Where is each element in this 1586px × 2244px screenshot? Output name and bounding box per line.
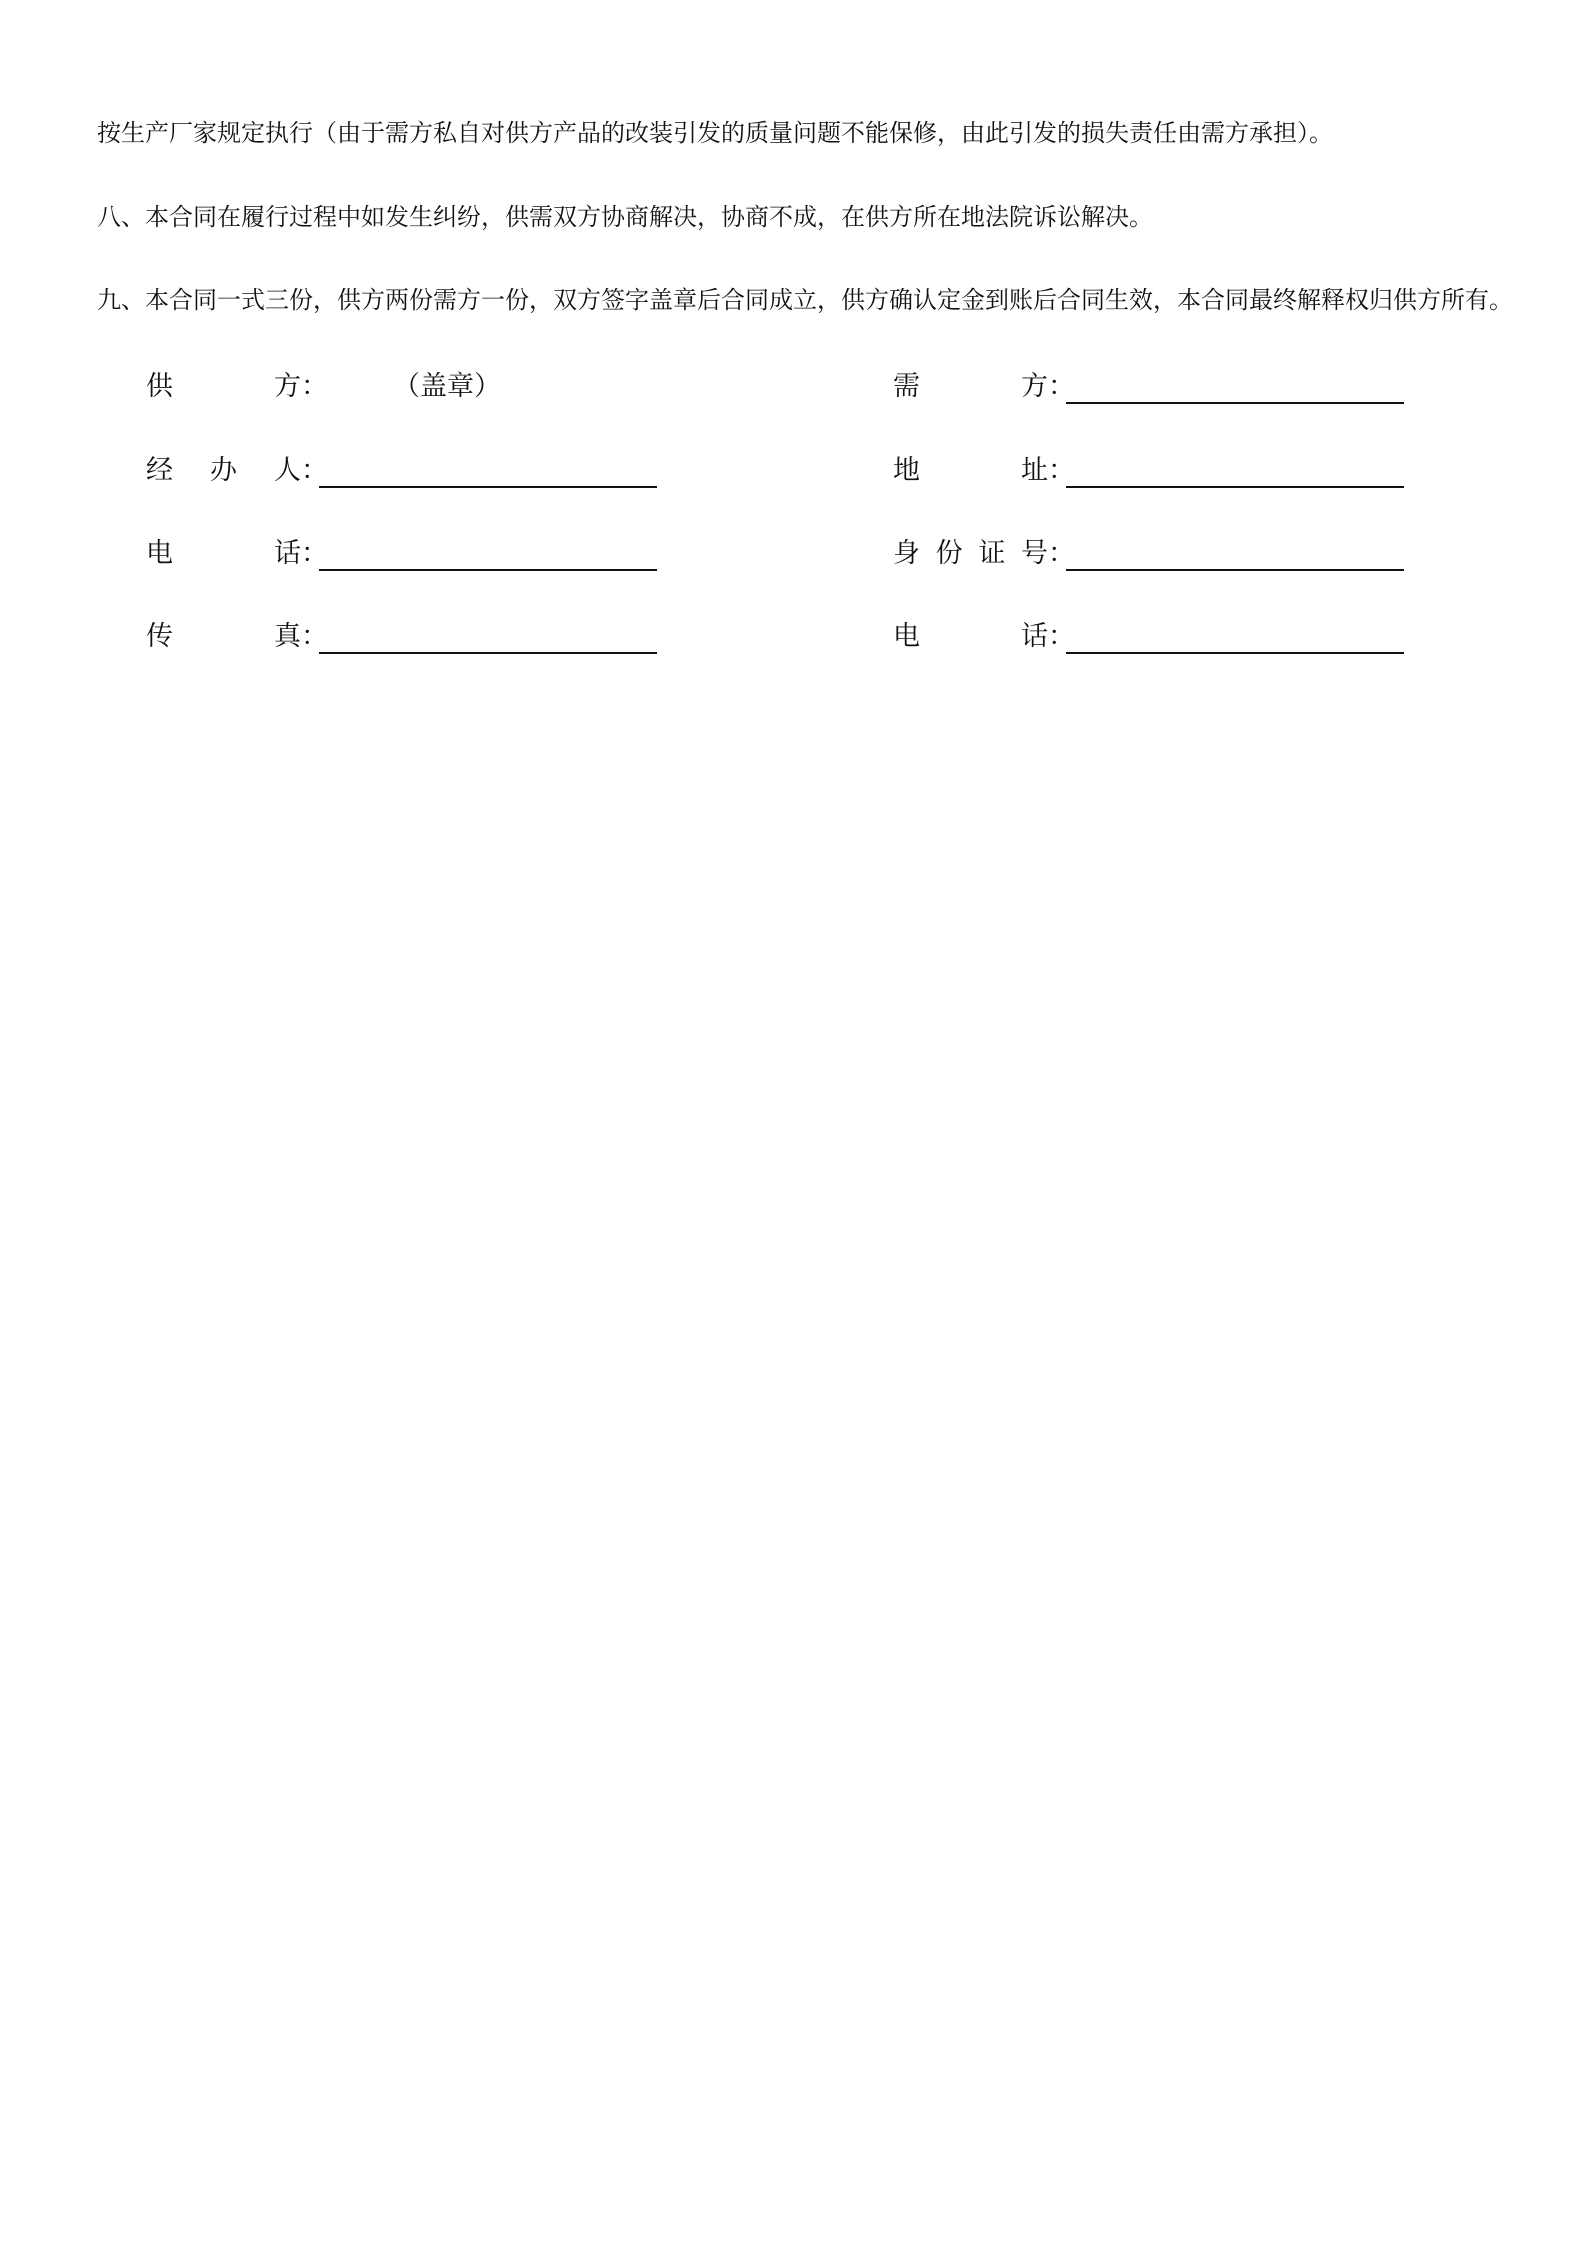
supplier-phone-row: [146, 531, 657, 571]
dispute-clause-text: 八、本合同在履行过程中如发生纠纷，供需双方协商解决，协商不成，在供方所在地法院诉讼解决。: [97, 203, 1153, 231]
colon: ：: [301, 621, 328, 652]
supplier-phone-label: 电话: [146, 538, 301, 569]
buyer-phone-label: 电话: [893, 621, 1048, 652]
supplier-seal-note: （盖章）: [393, 371, 501, 402]
buyer-phone-field[interactable]: [1066, 620, 1404, 654]
supplier-fax-field[interactable]: [319, 620, 657, 654]
supplier-handler-field[interactable]: [319, 454, 657, 488]
buyer-party-row: [893, 364, 1404, 404]
colon: ：: [1048, 621, 1075, 652]
buyer-party-field[interactable]: [1066, 370, 1404, 404]
buyer-id-field[interactable]: [1066, 537, 1404, 571]
colon: ：: [301, 455, 328, 486]
colon: ：: [301, 371, 328, 402]
buyer-address-row: [893, 448, 1404, 488]
supplier-party-label: 供方: [146, 371, 301, 402]
supplier-handler-label: 经办人: [146, 455, 301, 486]
colon: ：: [301, 538, 328, 569]
supplier-handler-row: [146, 448, 657, 488]
buyer-id-label: 身份证号: [893, 538, 1048, 569]
colon: ：: [1048, 455, 1075, 486]
supplier-party-row: [146, 364, 501, 404]
buyer-id-row: [893, 531, 1404, 571]
colon: ：: [1048, 538, 1075, 569]
supplier-phone-field[interactable]: [319, 537, 657, 571]
colon: ：: [1048, 371, 1075, 402]
buyer-address-field[interactable]: [1066, 454, 1404, 488]
buyer-address-label: 地址: [893, 455, 1048, 486]
buyer-party-label: 需方: [893, 371, 1048, 402]
copies-clause-text: 九、本合同一式三份，供方两份需方一份，双方签字盖章后合同成立，供方确认定金到账后合同生效，本合同最终解释权归供方所有。: [97, 286, 1513, 314]
buyer-phone-row: [893, 614, 1404, 654]
supplier-fax-label: 传真: [146, 621, 301, 652]
warranty-clause-text: 按生产厂家规定执行（由于需方私自对供方产品的改装引发的质量问题不能保修，由此引发的损失责任由需方承担）。: [97, 119, 1333, 147]
supplier-fax-row: [146, 614, 657, 654]
